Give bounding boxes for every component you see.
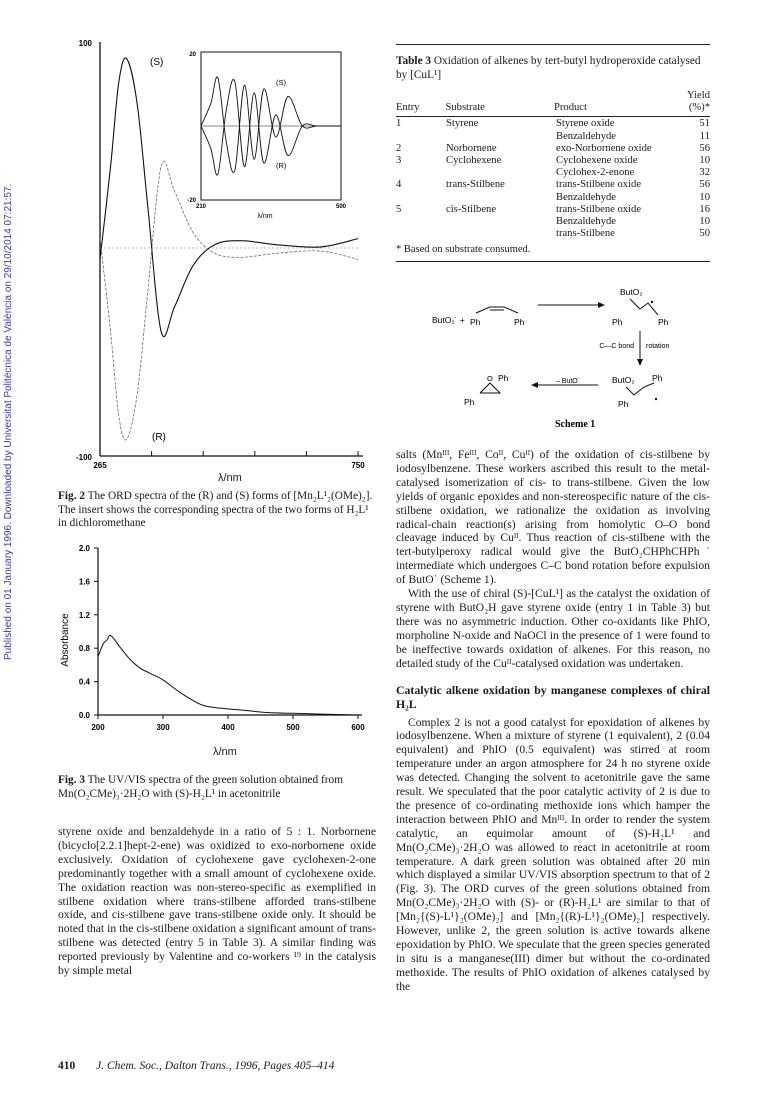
scheme-ph-5: Ph <box>498 373 509 383</box>
table3-header-row <box>396 90 710 114</box>
table3-cell: Cyclohex-2-enone <box>556 167 635 179</box>
epoxide-ring <box>480 383 500 393</box>
scheme-ph-7: Ph <box>652 373 663 383</box>
table3-cell: Cyclohexene <box>446 155 502 167</box>
fig2-caption-label: Fig. 2 <box>58 490 85 502</box>
fig3-caption-label: Fig. 3 <box>58 774 85 786</box>
fig3-ytick: 0.4 <box>78 677 90 687</box>
fig2-inset-ytick-bottom: -20 <box>187 198 196 204</box>
table3-header-substrate: Substrate <box>445 102 485 114</box>
fig2-series-r <box>100 161 358 440</box>
right-paragraph-1: salts (Mnᴵᴵᴵ, Feᴵᴵᴵ, Coᴵᴵ, Cuᴵᴵ) of the oxidation of cis-stilbene by iodosylbenzene. These workers ascribed this result to the metal-catalysed isomerization of cis- to trans-stilbene. Given the low yields of organic epoxides and non-stereospecific nature of the cis-stilbene oxidation, we rationalize the oxidation as involving radical-chain reaction(s) arising from homolytic O–O bond cleavage induced by Cuᴵᴵ. Thus reaction of cis-stilbene with the tert-butylperoxy radical would give the ButO₂CHPhCHPh˙ intermediate which undergoes C–C bond rotation before expulsion of ButO˙ (Scheme 1). <box>396 448 710 587</box>
fig3-xtick: 400 <box>221 723 235 732</box>
table3-row <box>396 192 710 204</box>
page-footer <box>58 1060 334 1072</box>
table3-cell <box>446 131 556 143</box>
fig2-ytick-bottom: -100 <box>75 453 92 462</box>
fig2-xtick-right: 750 <box>351 461 365 470</box>
scheme-butoo-1: ButO₂ <box>620 287 643 297</box>
scheme-ph-3: Ph <box>612 317 623 327</box>
fig2-caption <box>58 490 375 531</box>
fig2-caption-text: The ORD spectra of the (R) and (S) forms of [Mn₂L¹₂(OMe)₂]. The insert shows the corresponding spectra of the two forms of H₂L¹ in dichloromethane <box>58 490 373 529</box>
table3-cell <box>396 216 446 228</box>
table3-cell: 10 <box>699 216 710 228</box>
table3-cell <box>396 192 446 204</box>
fig3-xtick: 200 <box>91 723 105 732</box>
table3-cell: 10 <box>699 155 710 167</box>
fig3-caption-text: The UV/VIS spectra of the green solution obtained from Mn(O₂CMe)₃·2H₂O with (S)-H₂L¹ in acetonitrile <box>58 774 343 800</box>
fig3-ytick: 1.2 <box>78 610 90 620</box>
table3-cell <box>446 192 556 204</box>
fig3-caption <box>58 774 375 801</box>
left-body-text <box>58 825 376 978</box>
scheme-rotation-b: rotation <box>646 343 670 350</box>
fig3-xtick: 500 <box>286 723 300 732</box>
table3-cell: 11 <box>699 130 710 142</box>
table3-title <box>396 55 710 82</box>
table3-top-rule <box>396 44 710 45</box>
scheme1-diagram <box>430 275 710 440</box>
table3-row <box>396 216 710 228</box>
table3-cell: trans-Stilbene <box>446 179 505 191</box>
table3-row <box>396 131 710 143</box>
table3-cell: 10 <box>699 191 710 203</box>
fig3-xtick: 300 <box>156 723 170 732</box>
right-paragraph-2: With the use of chiral (S)-[CuL¹] as the catalyst the oxidation of styrene with ButO₂H gave styrene oxide (entry 1 in Table 3) but there was no asymmetric induction. Other co-oxidants like PhIO, morpholine N-oxide and NaOCl in the presence of 1 were found to be ineffective towards oxidation of alkenes. For this reason, no detailed study of the Cuᴵᴵ-catalysed oxidation was undertaken. <box>396 587 710 670</box>
scheme-elimination: – ButO˙ <box>555 378 581 385</box>
download-watermark <box>3 170 19 660</box>
table3-footnote: * Based on substrate consumed. <box>396 244 531 255</box>
fig2-inset-xtick-left: 210 <box>195 204 207 210</box>
table3-body <box>396 118 710 240</box>
table3-header-entry: Entry <box>396 102 420 114</box>
table3-row <box>396 179 710 191</box>
table3-row <box>396 155 710 167</box>
table3-cell <box>446 228 556 240</box>
table3-cell: 4 <box>396 179 402 191</box>
table3-cell: exo-Norbornene oxide <box>556 142 652 154</box>
table3-cell: Styrene <box>446 118 479 130</box>
table3-row <box>396 167 710 179</box>
table3-cell: Benzaldehyde <box>556 191 617 203</box>
table3-cell: 2 <box>396 142 402 154</box>
table3-cell: 16 <box>699 203 710 215</box>
fig3-ytick: 1.6 <box>78 577 90 587</box>
scheme-ph-1: Ph <box>470 317 481 327</box>
table3-cell: Cyclohexene oxide <box>556 155 638 167</box>
table3-cell: trans-Stilbene oxide <box>556 179 642 191</box>
table3-cell: trans-Stilbene <box>556 228 615 240</box>
fig3-xtick: 600 <box>351 723 365 732</box>
scheme-butoo-2: ButO₂ <box>612 375 635 385</box>
journal-citation: J. Chem. Soc., Dalton Trans., 1996, Pages 405–414 <box>96 1060 335 1072</box>
table3-cell: 51 <box>699 118 710 130</box>
fig2-inset-xtick-right: 500 <box>335 204 347 210</box>
table3-bottom-rule <box>396 261 710 262</box>
table3-cell: 50 <box>699 228 710 240</box>
right-paragraph-3: Complex 2 is not a good catalyst for epoxidation of alkenes by iodosylbenzene. When a mixture of styrene (1 equivalent), 2 (0.04 equivalent) and PhIO (0.5 equivalent) was stirred at room temperature under an argon atmosphere for 24 h no styrene oxide was detected. Changing the solvent to acetonitrile gave the same result. We speculated that the poor catalytic activity of 2 is due to the presence of co-ordinating methoxide ions which hamper the interaction between PhIO and Mnᴵᴵᴵ. In order to render the system catalytic, an equimolar amount of (S)-H₂L¹ and Mn(O₂CMe)₃·2H₂O was allowed to react in acetonitrile at room temperature. A dark green solution was obtained after 20 min which displayed a similar UV/VIS absorption spectrum to that of 2 (Fig. 3). The ORD curves of the green solutions obtained from Mn(O₂CMe)₃·2H₂O with (S)- or (R)-H₂L¹ are similar to that of [Mn₂{(S)-L¹}₂(OMe)₂] and [Mn₂{(R)-L¹}₂(OMe)₂] respectively. However, unlike 2, the green solution is active towards alkene epoxidation by PhIO. We speculate that the green species generated in situ is a manganese(III) dimer but without the co-ordinated methoxide. The results of PhIO oxidation of alkenes catalysed by the <box>396 715 710 993</box>
scheme-ph-6: Ph <box>464 397 475 407</box>
watermark-text: Published on 01 January 1996. Downloaded by Universitat Politècnica de València on 29/10/2014 07:21:57. <box>3 183 14 660</box>
table3-cell: Benzaldehyde <box>556 216 617 228</box>
table3-cell <box>396 131 446 143</box>
table3 <box>396 90 710 240</box>
scheme-ph-4: Ph <box>658 317 669 327</box>
fig3-ytick: 0.8 <box>78 644 90 654</box>
scheme-reagent: ButO₂˙ + <box>432 315 465 325</box>
fig2-ord-chart <box>58 30 378 472</box>
fig3-series <box>98 635 358 715</box>
page-number: 410 <box>58 1060 76 1072</box>
table3-header-rule <box>396 116 710 117</box>
fig3-ylabel: Absorbance <box>60 613 71 667</box>
table3-cell: trans-Stilbene oxide <box>556 203 642 215</box>
scheme-ph-2: Ph <box>514 317 525 327</box>
scheme-ph-8: Ph <box>618 399 629 409</box>
table3-cell: 56 <box>699 179 710 191</box>
fig2-inset-ytick-top: 20 <box>189 52 196 58</box>
table3-cell: Benzaldehyde <box>556 130 617 142</box>
table3-cell: 3 <box>396 155 402 167</box>
table3-cell: 56 <box>699 142 710 154</box>
table3-header-yield: Yield (%)* <box>687 90 710 114</box>
right-body-text <box>396 448 710 994</box>
table3-cell: 1 <box>396 118 402 130</box>
table3-row <box>396 204 710 216</box>
fig2-xlabel: λ/nm <box>218 472 242 484</box>
table3-cell: cis-Stilbene <box>446 203 497 215</box>
epoxide-o: O <box>487 374 493 383</box>
fig3-ytick: 2.0 <box>78 544 90 553</box>
fig2-inset-label-r: (R) <box>276 161 287 170</box>
fig3-xlabel: λ/nm <box>213 746 237 758</box>
table3-grid <box>396 90 710 114</box>
fig2-label-r: (R) <box>152 432 166 443</box>
fig2-label-s: (S) <box>150 57 164 68</box>
table3-cell: Styrene oxide <box>556 118 615 130</box>
left-paragraph: styrene oxide and benzaldehyde in a ratio of 5 : 1. Norbornene (bicyclo[2.2.1]hept-2-ene) was oxidized to exo-norbornene oxide exclusively. Oxidation of cyclohexene gave cyclohexen-2-one predominantly together with a small amount of cyclohexene oxide. The oxidation reaction was non-stereo-specific as exemplified in stilbene oxidation where trans-stilbene afforded trans-stilbene oxide, and cis-stilbene gave trans-stilbene oxide only. It should be noted that in the cis-stilbene oxidation a significant amount of trans-stilbene was detected (entry 5 in Table 3). A similar finding was reported previously by Valentine and co-workers ¹⁹ in the catalysis by simple metal <box>58 825 376 978</box>
scheme-rotation-a: C—C bond <box>599 343 634 350</box>
table3-cell <box>396 167 446 179</box>
section-heading: Catalytic alkene oxidation by manganese complexes of chiral H₂L <box>396 682 710 711</box>
table3-title-label: Table 3 <box>396 55 432 67</box>
fig3-ytick: 0.0 <box>78 711 90 720</box>
table3-header-product: Product <box>554 102 587 114</box>
fig2-xtick-left: 265 <box>93 461 107 470</box>
scheme-caption: Scheme 1 <box>555 419 596 430</box>
table3-row <box>396 143 710 155</box>
table3-cell: 32 <box>699 167 710 179</box>
fig2-inset-label-s: (S) <box>276 78 286 87</box>
table3-row <box>396 228 710 240</box>
fig3-uvvis-chart <box>58 540 378 740</box>
table3-cell: Norbornene <box>446 142 497 154</box>
table3-cell <box>446 167 556 179</box>
table3-cell <box>396 228 446 240</box>
table3-row <box>396 118 710 130</box>
table3-cell <box>446 216 556 228</box>
fig2-inset-xlabel: λ/nm <box>257 213 273 220</box>
fig2-ytick-top: 100 <box>78 39 92 48</box>
table3-cell: 5 <box>396 203 402 215</box>
table3-title-text: Oxidation of alkenes by tert-butyl hydroperoxide catalysed by [CuL¹] <box>396 55 701 81</box>
